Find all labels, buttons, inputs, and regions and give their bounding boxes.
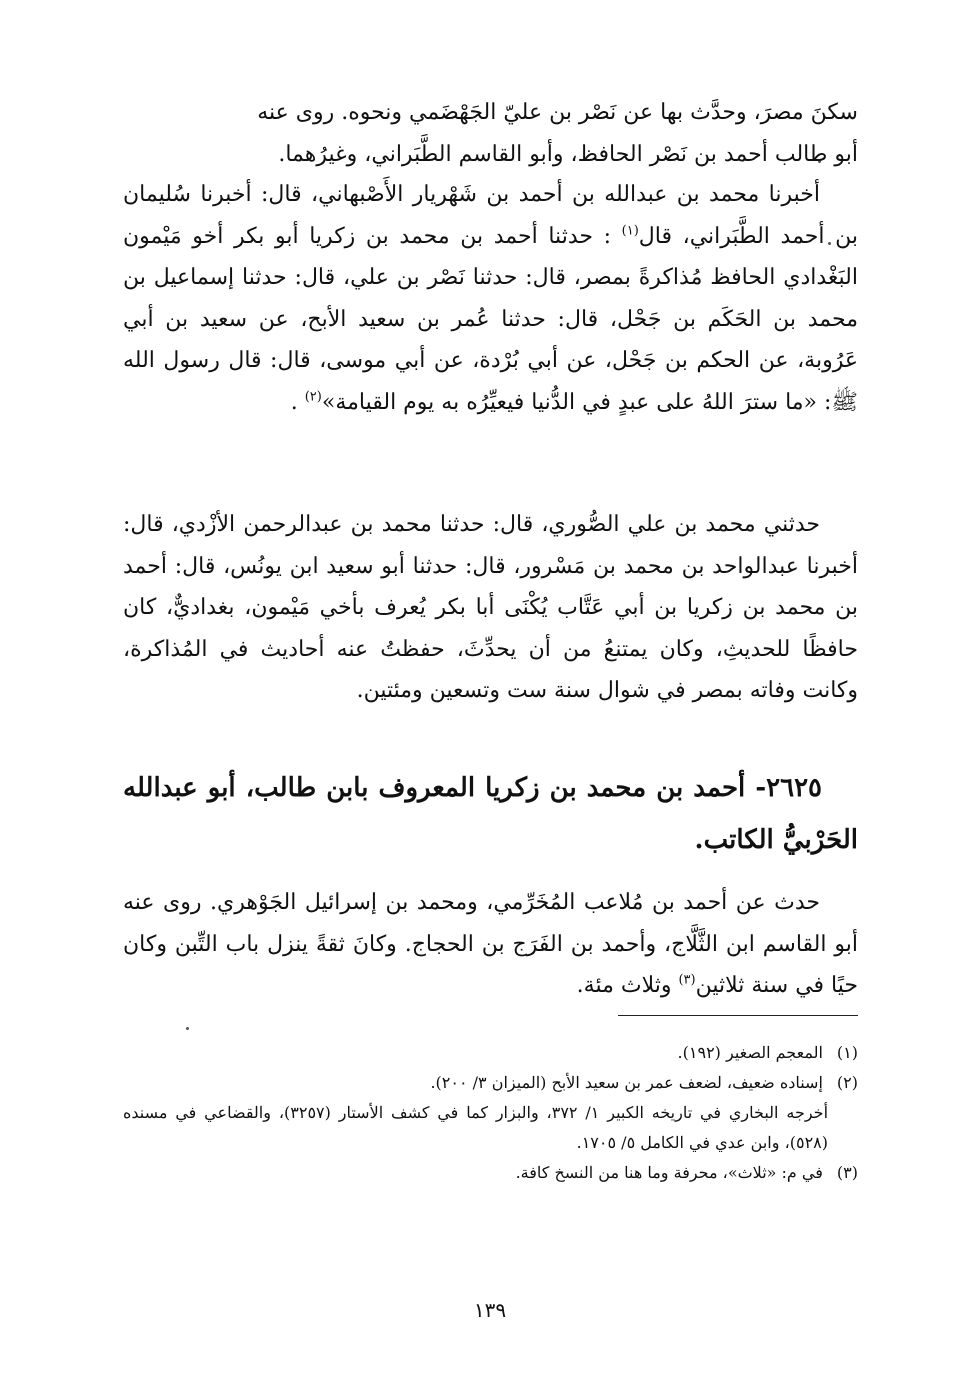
footnote-ref-1[interactable]: (١)	[621, 223, 639, 239]
entry-text-a: حدث عن أحمد بن مُلاعب المُخَرِّمي، ومحمد بن إسرائيل الجَوْهري. روى عنه أبو القاسم ابن الثَّلَّاج، وأحمد بن الفَرَج بن الحجاج. وكانَ ثقةً ينزل باب التِّبن وكان حيًا في سنة ثلاثين	[123, 890, 858, 998]
page-number: ١٣٩	[473, 1298, 507, 1322]
entry-heading	[123, 762, 858, 866]
footnote-text-3: في م: «ثلاث»، محرفة وما هنا من النسخ كافة.	[515, 1163, 823, 1182]
intro-line-1: سكنَ مصرَ، وحدَّث بها عن نَصْر بن عليّ الجَهْضَمي ونحوه. روى عنه	[257, 100, 858, 125]
footnote-1	[123, 1038, 858, 1068]
footnotes	[123, 1038, 858, 1188]
hadith-text-b: : حدثنا أحمد بن محمد بن زكريا أبو بكر أخو مَيْمون البَغْدادي الحافظ مُذاكرةً بمصر، قال: حدثنا نَصْر بن علي، قال: حدثنا إسماعيل بن محمد بن الحَكَم بن جَحْل، قال: حدثنا عُمر بن سعيد الأبح، عن سعيد بن أبي عَرُوبة، عن الحكم بن جَحْل، عن أبي بُرْدة، عن أبي موسى، قال: قال رسول الله ﷺ: «ما سترَ اللهُ على عبدٍ في الدُّنيا فيعيِّرُه به يوم القيامة»	[123, 223, 858, 415]
entry-heading-text: ٢٦٢٥- أحمد بن محمد بن زكريا المعروف بابن طالب، أبو عبدالله الحَرْبيُّ الكاتب.	[123, 773, 858, 855]
footnote-2	[123, 1068, 858, 1098]
entry-paragraph	[123, 882, 858, 1007]
footnote-2-continuation: أخرجه البخاري في تاريخه الكبير ١/ ٣٧٢، والبزار كما في كشف الأستار (٣٢٥٧)، والقضاعي في مسنده (٥٢٨)، وابن عدي في الكامل ٥/ ١٧٠٥.	[123, 1103, 829, 1152]
scan-speck	[186, 1027, 189, 1030]
hadith-text-a: أخبرنا محمد بن عبدالله بن أحمد بن شَهْريار الأَصْبهاني، قال: أخبرنا سُليمان بن أحمد الطَّبَراني، قال	[123, 182, 858, 249]
footnote-number-3: (٣)	[836, 1163, 858, 1182]
footnote-number-2: (٢)	[836, 1073, 858, 1092]
footnote-3	[123, 1158, 858, 1188]
footnote-ref-2[interactable]: (٢)	[304, 389, 322, 405]
hadith-text-c: .	[290, 389, 305, 415]
footnote-text-2: إسناده ضعيف، لضعف عمر بن سعيد الأبح (الميزان ٣/ ٢٠٠).	[430, 1073, 823, 1092]
hadith-paragraph	[123, 174, 858, 423]
entry-text-b: وثلاث مئة.	[576, 973, 679, 998]
hadith-text	[123, 174, 858, 423]
intro-paragraph	[123, 92, 858, 175]
footnote-separator	[618, 1015, 858, 1016]
biography-paragraph	[123, 504, 858, 712]
footnote-number-1: (١)	[836, 1043, 858, 1062]
footnote-ref-3[interactable]: (٣)	[678, 972, 696, 988]
intro-line-2: أبو طالب أحمد بن نَصْر الحافظ، وأبو القاسم الطَّبَراني، وغيرُهما.	[278, 141, 858, 167]
entry-text	[123, 882, 858, 1007]
biography-text: حدثني محمد بن علي الصُّوري، قال: حدثنا محمد بن عبدالرحمن الأزْدي، قال: أخبرنا عبدالواحد بن محمد بن مَسْرور، قال: حدثنا أبو سعيد ابن يونُس، قال: أحمد بن محمد بن زكريا بن أبي عَتَّاب يُكْنَى أبا بكر يُعرف بأخي مَيْمون، بغداديٌّ، كان حافظًا للحديثِ، وكان يمتنعُ من أن يحدِّثَ، حفظتُ عنه أحاديث في المُذاكرة، وكانت وفاته بمصر في شوال سنة ست وتسعين ومئتين.	[123, 512, 858, 703]
footnote-text-1: المعجم الصغير (١٩٢).	[677, 1043, 823, 1062]
